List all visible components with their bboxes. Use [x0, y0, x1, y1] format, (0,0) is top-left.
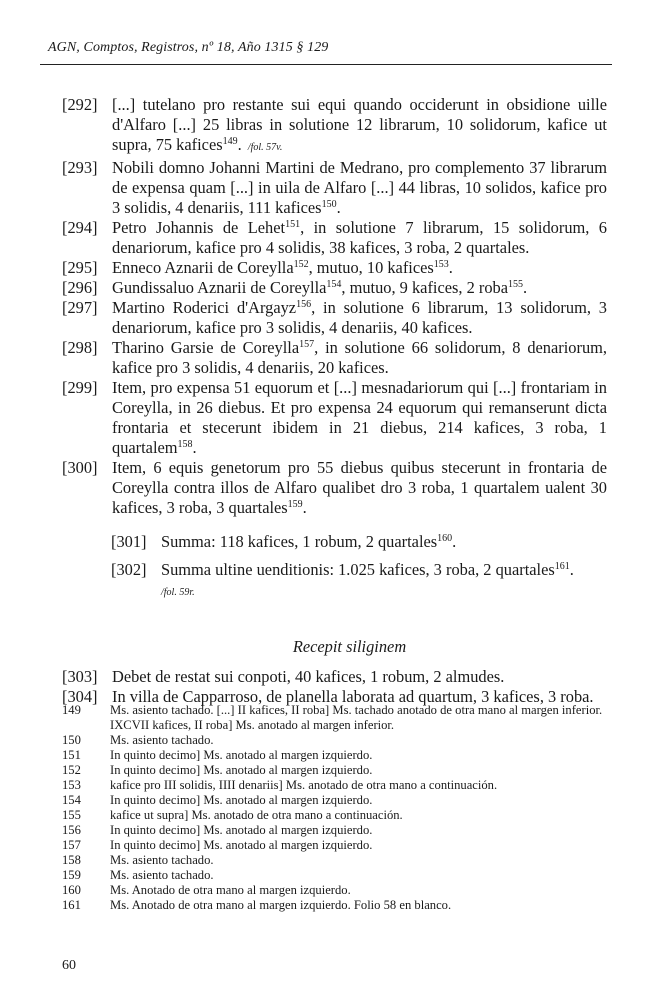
footnote-ref[interactable]: 149 — [222, 136, 238, 147]
main-text — [62, 95, 607, 707]
entry-name: Tharino Garsie de Coreylla — [112, 338, 300, 357]
footnote-ref[interactable]: 154 — [326, 279, 342, 290]
footnote-text: Ms. Anotado de otra mano al margen izquierdo. Folio 58 en blanco. — [110, 898, 452, 912]
footnote-number: 157 — [62, 838, 81, 852]
footnote — [62, 748, 607, 763]
entry-name: Petro Johannis de Lehet — [112, 218, 286, 237]
footnote-number: 160 — [62, 883, 81, 897]
page-number: 60 — [62, 958, 76, 973]
entry-text: In villa de Capparroso, de planella laborata ad quartum, 3 kafices, 3 roba. — [112, 687, 594, 706]
footnote — [62, 733, 607, 748]
footnote — [62, 778, 607, 793]
entry-text: , in solutione 66 solidorum, 8 denariorum, kafice pro 3 solidis, 4 denariis, 20 kafices. — [112, 338, 607, 377]
sum-text: Summa ultine uenditionis: 1.025 kafices, 3 roba, 2 quartales — [161, 560, 555, 579]
footnote-text: Ms. asiento tachado. — [110, 733, 214, 747]
footnote-ref[interactable]: 151 — [285, 219, 301, 230]
entry-text: [...] tutelano pro restante sui equi quando occiderunt in obsidione uille d'Alfaro [...] 25 libras in solutione 12 librarum, 10 solidorum, kafice ut supra, 75 kafices — [112, 95, 607, 154]
entry-303 — [62, 667, 607, 687]
entry-296: [296] Gundissaluo Aznarii de Coreylla$^{154}$, mutuo, 9 kafices, 2 roba$^{155}$. — [62, 278, 528, 297]
entry-text: Item, pro expensa 51 equorum et [...] mesnadariorum qui [...] frontariam in Coreylla, in 26 diebus. Et pro expensa 24 equorum qui remanserunt dicta frontaria et stecerunt ibidem in 21 diebus, 214 kafices, 3 roba, 1 quartalem — [112, 378, 607, 457]
entry-text: Debet de restat sui conpoti, 40 kafices, 1 robum, 2 almudes. — [112, 667, 505, 686]
entry-number: [302] — [111, 560, 147, 579]
footnote-text: In quinto decimo] Ms. anotado al margen izquierdo. — [110, 748, 373, 762]
footnote-text: In quinto decimo] Ms. anotado al margen izquierdo. — [110, 838, 373, 852]
footnote — [62, 868, 607, 883]
entry-number: [296] — [62, 278, 98, 297]
footnote-text: kafice pro III solidis, IIII denariis] Ms. anotado de otra mano a continuación. — [110, 778, 498, 792]
section-title: Recepit siliginem — [292, 637, 407, 656]
footnote-text: Ms. asiento tachado. — [110, 853, 214, 867]
entry-number: [292] — [62, 95, 98, 114]
footnote-number: 159 — [62, 868, 81, 882]
footnote-number: 149 — [62, 703, 81, 717]
footnote-number: 153 — [62, 778, 81, 792]
footnote-ref[interactable]: 156 — [296, 299, 312, 310]
entry-text: Item, 6 equis genetorum pro 55 diebus quibus stecerunt in frontaria de Coreylla contra illos de Alfaro qualibet dro 3 roba, 1 quartalem ualent 30 kafices, 3 roba, 3 quartales — [112, 458, 607, 517]
entry-294 — [62, 218, 607, 258]
footnote — [62, 823, 607, 838]
entry-number: [301] — [111, 532, 147, 551]
entry-295: [295] Enneco Aznarii de Coreylla$^{152}$, mutuo, 10 kafices$^{153}$. — [62, 258, 453, 277]
footnote — [62, 808, 607, 823]
entry-number: [299] — [62, 378, 98, 397]
entry-298 — [62, 338, 607, 378]
footnote — [62, 883, 607, 898]
footnote-number: 151 — [62, 748, 81, 762]
entry-number: [297] — [62, 298, 98, 317]
footnote-number: 150 — [62, 733, 81, 747]
footnote-ref[interactable]: 152 — [293, 259, 309, 270]
footnote-text: In quinto decimo] Ms. anotado al margen izquierdo. — [110, 823, 373, 837]
entry-number: [298] — [62, 338, 98, 357]
footnote-number: 155 — [62, 808, 81, 822]
entry-297 — [62, 298, 607, 338]
entry-292: [292] [...] tutelano pro restante sui equi quando occiderunt in obsidione uille d'Alfaro [...] 25 libras in solutione 12 librarum, 10 solidorum, kafice ut supra, 75 kafices$^{149}$. /fol. 57v. — [62, 95, 607, 158]
entry-name: Enneco Aznarii de Coreylla — [112, 258, 294, 277]
folio-marker: /fol. 57v. — [247, 142, 283, 153]
footnote-ref[interactable]: 150 — [321, 199, 337, 210]
footnotes — [62, 703, 607, 913]
entry-number: [294] — [62, 218, 98, 237]
entry-number: [293] — [62, 158, 98, 177]
entry-number: [304] — [62, 687, 98, 706]
footnote-number: 156 — [62, 823, 81, 837]
footnote-number: 158 — [62, 853, 81, 867]
footnote — [62, 703, 607, 733]
folio-marker: /fol. 59r. — [161, 587, 195, 598]
footnote-ref[interactable]: 153 — [433, 259, 449, 270]
entry-text: , mutuo, 9 kafices, 2 roba — [341, 278, 509, 297]
footnote-ref[interactable]: 160 — [437, 533, 453, 544]
footnote — [62, 793, 607, 808]
entry-text: , mutuo, 10 kafices — [308, 258, 434, 277]
entry-name: Martino Roderici d'Argayz — [112, 298, 297, 317]
footnote-text: In quinto decimo] Ms. anotado al margen izquierdo. — [110, 793, 373, 807]
footnote-number: 154 — [62, 793, 81, 807]
footnote-ref[interactable]: 158 — [177, 439, 193, 450]
sum-text: Summa: 118 kafices, 1 robum, 2 quartales — [161, 532, 438, 551]
footnote-text: In quinto decimo] Ms. anotado al margen izquierdo. — [110, 763, 373, 777]
footnote-ref[interactable]: 157 — [299, 339, 315, 350]
entry-300: [300] Item, 6 equis genetorum pro 55 diebus quibus stecerunt in frontaria de Coreylla contra illos de Alfaro qualibet dro 3 roba, 1 quartalem ualent 30 kafices, 3 roba, 3 quartales$^{159}$. — [62, 458, 607, 517]
running-header: AGN, Comptos, Registros, nº 18, Año 1315 § 129 — [48, 40, 329, 55]
footnote — [62, 763, 607, 778]
entry-301: [301] Summa: 118 kafices, 1 robum, 2 quartales$^{160}$. — [111, 532, 457, 551]
footnote-text: Ms. asiento tachado. — [110, 868, 214, 882]
entry-number: [295] — [62, 258, 98, 277]
entry-text: Nobili domno Johanni Martini de Medrano, pro complemento 37 librarum de expensa quam [...] in uila de Alfaro [...] 44 libras, 10 solidos, kafice pro 3 solidis, 4 denariis, 111 kafices — [112, 158, 607, 217]
footnote — [62, 898, 607, 913]
entry-299: [299] Item, pro expensa 51 equorum et [...] mesnadariorum qui [...] frontariam in Coreylla, in 26 diebus. Et pro expensa 24 equorum qui remanserunt dicta frontaria et stecerunt ibidem in 21 diebus, 214 kafices, 3 roba, 1 quartalem$^{158}$. — [62, 378, 607, 457]
footnote-number: 161 — [62, 898, 81, 912]
footnote — [62, 838, 607, 853]
entry-293: [293] Nobili domno Johanni Martini de Medrano, pro complemento 37 librarum de expensa quam [...] in uila de Alfaro [...] 44 libras, 10 solidos, kafice pro 3 solidis, 4 denariis, 111 kafices$^{150}$. — [62, 158, 607, 217]
header-rule — [40, 64, 612, 65]
footnote-number: 152 — [62, 763, 81, 777]
entry-number: [300] — [62, 458, 98, 477]
entry-302: [302] Summa ultine uenditionis: 1.025 kafices, 3 roba, 2 quartales$^{161}$. /fol. 59r. — [111, 560, 607, 603]
footnote-ref[interactable]: 155 — [508, 279, 524, 290]
footnote-text: Ms. Anotado de otra mano al margen izquierdo. — [110, 883, 351, 897]
entry-number: [303] — [62, 667, 98, 686]
footnote-ref[interactable]: 159 — [287, 499, 303, 510]
footnote — [62, 853, 607, 868]
entry-text: , in solutione 7 librarum, 15 solidorum, 6 denariorum, kafice pro 4 solidis, 38 kafices, 3 roba, 2 quartales. — [112, 218, 607, 257]
entry-text: , in solutione 6 librarum, 13 solidorum, 3 denariorum, kafice pro 3 solidis, 4 denariis, 40 kafices. — [112, 298, 607, 337]
footnote-text: Ms. asiento tachado. [...] II kafices, II roba] Ms. tachado anotado de otra mano al margen inferior. IXCVII kafices, II roba] Ms. anotado al margen inferior. — [110, 703, 603, 732]
entry-name: Gundissaluo Aznarii de Coreylla — [112, 278, 327, 297]
footnote-text: kafice ut supra] Ms. anotado de otra mano a continuación. — [110, 808, 403, 822]
footnote-ref[interactable]: 161 — [554, 561, 570, 572]
